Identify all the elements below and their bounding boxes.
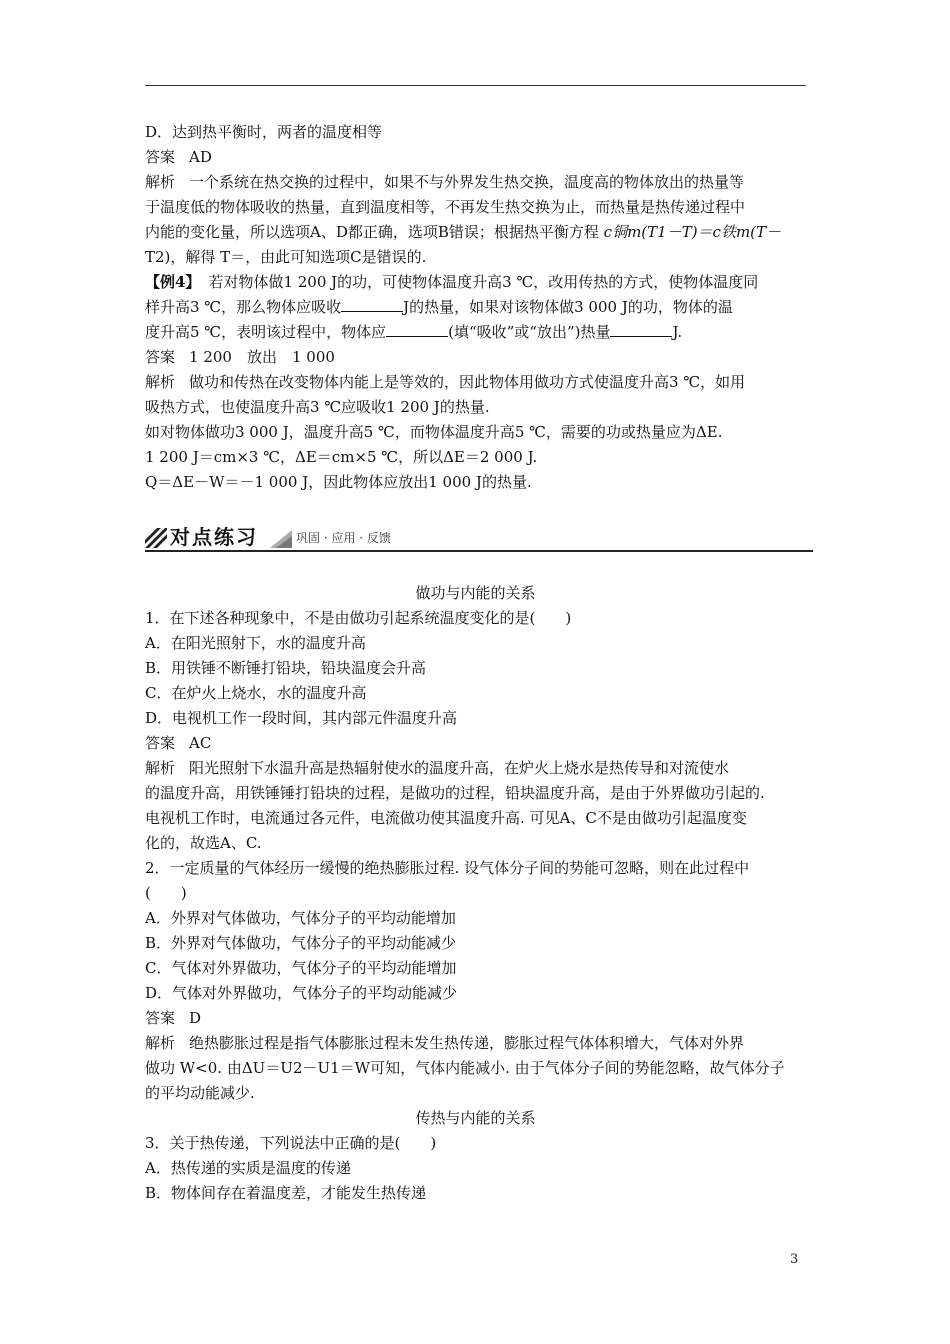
- question-1-stem: 1．在下述各种现象中，不是由做功引起系统温度变化的是( ): [145, 609, 572, 627]
- analysis-line: 解析 一个系统在热交换的过程中，如果不与外界发生热交换，温度高的物体放出的热量等: [145, 173, 745, 191]
- question-3-option-b: B．物体间存在着温度差，才能发生热传递: [145, 1184, 427, 1202]
- analysis-line: 做功 W<0. 由ΔU＝U2－U1＝W可知，气体内能减小. 由于气体分子间的势能忽略，故气体分子: [145, 1059, 785, 1077]
- answer-value: 1 200 放出 1 000: [189, 348, 335, 366]
- header-rule: [145, 85, 806, 86]
- question-2-stem: ( ): [145, 884, 187, 902]
- analysis-line: 解析 做功和传热在改变物体内能上是等效的，因此物体用做功方式使温度升高3 ℃，如用: [145, 373, 746, 391]
- example-4-stem: 样升高3 ℃，那么物体应吸收 J的热量，如果对该物体做3 000 J的功，物体的温: [145, 298, 733, 316]
- example-4-stem: 【例4】 若对物体做1 200 J的功，可使物体温度升高3 ℃，改用传热的方式，使物体温度同: [145, 273, 759, 291]
- heat-balance-equation: c铜m(T1－T)＝c铁m(T－: [603, 223, 782, 241]
- answer-line: [145, 347, 335, 367]
- answer-line: [145, 733, 211, 753]
- question-2-option-a: A．外界对气体做功，气体分子的平均动能增加: [145, 909, 456, 927]
- fill-blank[interactable]: [386, 322, 448, 337]
- analysis-line: 解析 绝热膨胀过程是指气体膨胀过程未发生热传递，膨胀过程气体体积增大，气体对外界: [145, 1034, 745, 1052]
- analysis-label: 解析: [145, 759, 176, 777]
- analysis-line: 的温度升高，用铁锤锤打铅块的过程，是做功的过程，铅块温度升高，是由于外界做功引起的.: [145, 784, 765, 802]
- page-number: 3: [790, 1252, 799, 1267]
- example-4-stem: 度升高5 ℃，表明该过程中，物体应 (填“吸收”或“放出”)热量 J.: [145, 323, 683, 341]
- question-3-stem: 3．关于热传递，下列说法中正确的是( ): [145, 1134, 437, 1152]
- analysis-line: 于温度低的物体吸收的热量，直到温度相等，不再发生热交换为止，而热量是热传递过程中: [145, 198, 746, 216]
- question-2-option-d: D．气体对外界做功，气体分子的平均动能减少: [145, 984, 458, 1002]
- analysis-line: 如对物体做功3 000 J，温度升高5 ℃，而物体温度升高5 ℃，需要的功或热量应为ΔE.: [145, 423, 723, 441]
- answer-label: 答案: [145, 348, 176, 366]
- question-1-option-b: B．用铁锤不断锤打铅块，铅块温度会升高: [145, 659, 427, 677]
- wedge-icon: [270, 530, 292, 548]
- analysis-line: 内能的变化量，所以选项A、D都正确，选项B错误；根据热平衡方程 c铜m(T1－T)＝c铁m(T－: [145, 223, 782, 241]
- fill-blank[interactable]: [610, 322, 672, 337]
- analysis-label: 解析: [145, 1034, 176, 1052]
- question-2-option-b: B．外界对气体做功，气体分子的平均动能减少: [145, 934, 457, 952]
- analysis-line: 解析 阳光照射下水温升高是热辐射使水的温度升高，在炉火上烧水是热传导和对流使水: [145, 759, 730, 777]
- answer-label: 答案: [145, 734, 176, 752]
- analysis-line: T2)，解得 T＝，由此可知选项C是错误的.: [145, 248, 427, 266]
- analysis-line: 的平均动能减少.: [145, 1084, 255, 1102]
- analysis-label: 解析: [145, 173, 176, 191]
- question-2-stem: 2．一定质量的气体经历一缓慢的绝热膨胀过程. 设气体分子间的势能可忽略，则在此过程中: [145, 859, 750, 877]
- answer-value: D: [189, 1009, 202, 1027]
- answer-label: 答案: [145, 148, 176, 166]
- analysis-line: 化的，故选A、C.: [145, 834, 262, 852]
- answer-value: AD: [189, 148, 212, 166]
- option-d: D．达到热平衡时，两者的温度相等: [145, 123, 383, 141]
- stripes-icon: [145, 528, 167, 548]
- topic-heading: 传热与内能的关系: [415, 1109, 536, 1127]
- analysis-line: 1 200 J＝cm×3 ℃，ΔE＝cm×5 ℃，所以ΔE＝2 000 J.: [145, 448, 538, 466]
- section-subtitle: 巩固 · 应用 · 反馈: [296, 531, 391, 545]
- topic-heading: 做功与内能的关系: [415, 584, 536, 602]
- section-rule: [145, 550, 813, 552]
- answer-label: 答案: [145, 1009, 176, 1027]
- analysis-line: Q＝ΔE－W＝－1 000 J，因此物体应放出1 000 J的热量.: [145, 473, 532, 491]
- answer-value: AC: [189, 734, 212, 752]
- analysis-line: 电视机工作时，电流通过各元件，电流做功使其温度升高. 可见A、C不是由做功引起温度变: [145, 809, 747, 827]
- analysis-line: 吸热方式，也使温度升高3 ℃应吸收1 200 J的热量.: [145, 398, 490, 416]
- example-tag: 【例4】: [145, 273, 201, 291]
- answer-line: [145, 147, 212, 167]
- section-header: [145, 524, 813, 552]
- question-1-option-a: A．在阳光照射下，水的温度升高: [145, 634, 366, 652]
- fill-blank[interactable]: [341, 297, 403, 312]
- question-2-option-c: C．气体对外界做功，气体分子的平均动能增加: [145, 959, 457, 977]
- answer-line: [145, 1008, 201, 1028]
- question-3-option-a: A．热传递的实质是温度的传递: [145, 1159, 351, 1177]
- analysis-label: 解析: [145, 373, 176, 391]
- question-1-option-d: D．电视机工作一段时间，其内部元件温度升高: [145, 709, 458, 727]
- question-1-option-c: C．在炉火上烧水，水的温度升高: [145, 684, 367, 702]
- section-title: 对点练习: [170, 525, 258, 549]
